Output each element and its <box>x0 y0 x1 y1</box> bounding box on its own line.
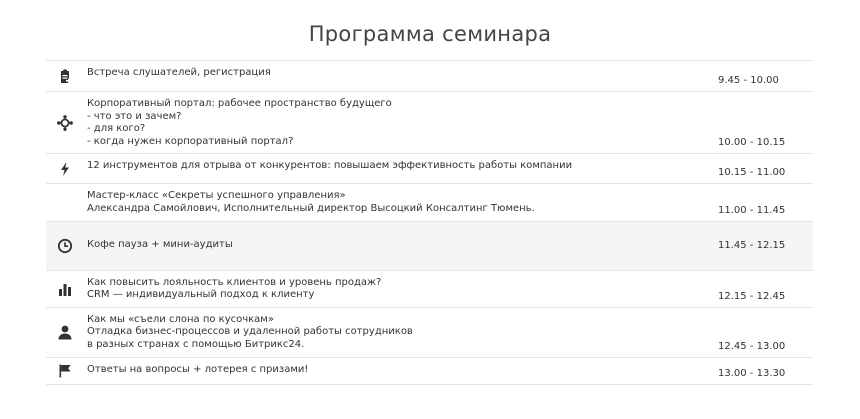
time-label: 11.00 - 11.45 <box>718 204 786 216</box>
table-row <box>46 221 813 270</box>
person-icon <box>57 324 73 340</box>
clipboard-icon <box>57 68 73 84</box>
row-text: Кофе пауза + мини-аудиты <box>87 239 233 251</box>
row-text: - когда нужен корпоративный портал? <box>87 135 294 147</box>
time-label: 13.00 - 13.30 <box>718 367 786 379</box>
table-row <box>46 92 813 154</box>
row-text: Как мы «съели слона по кусочкам» <box>87 313 274 325</box>
table-row <box>46 154 813 184</box>
row-text: Мастер-класс «Секреты успешного управления» <box>87 190 346 202</box>
page-title: Программа семинара <box>308 22 552 46</box>
row-text: в разных странах с помощью Битрикс24. <box>87 338 305 350</box>
table-row <box>46 307 813 357</box>
flag-icon <box>57 363 73 379</box>
row-text: 12 инструментов для отрыва от конкурентов: повышаем эффективность работы компании <box>87 160 573 172</box>
time-label: 10.15 - 11.00 <box>718 167 786 179</box>
table-row <box>46 184 813 221</box>
time-label: 10.00 - 10.15 <box>718 137 786 149</box>
time-label: 12.15 - 12.45 <box>718 290 786 302</box>
table-row <box>46 357 813 384</box>
table-row <box>46 270 813 307</box>
row-text: Как повысить лояльность клиентов и уровень продаж? <box>87 276 382 288</box>
row-text: - для кого? <box>87 123 146 135</box>
table-row <box>46 61 813 92</box>
program-table <box>46 60 813 385</box>
row-text: - что это и зачем? <box>87 110 182 122</box>
time-label: 12.45 - 13.00 <box>718 340 786 352</box>
clock-icon <box>57 238 73 254</box>
row-text: Встреча слушателей, регистрация <box>87 67 271 78</box>
bar-chart-icon <box>57 281 73 297</box>
row-text: Александра Самойлович, Исполнительный директор Высоцкий Консалтинг Тюмень. <box>87 202 535 214</box>
time-label: 9.45 - 10.00 <box>718 75 779 86</box>
network-icon <box>57 115 73 131</box>
row-text: Ответы на вопросы + лотерея с призами! <box>87 363 309 375</box>
time-label: 11.45 - 12.15 <box>718 240 786 252</box>
lightning-icon <box>57 161 73 177</box>
row-text: Корпоративный портал: рабочее пространство будущего <box>87 98 392 109</box>
row-text: CRM — индивидуальный подход к клиенту <box>87 289 315 301</box>
row-text: Отладка бизнес-процессов и удаленной работы сотрудников <box>87 326 413 338</box>
